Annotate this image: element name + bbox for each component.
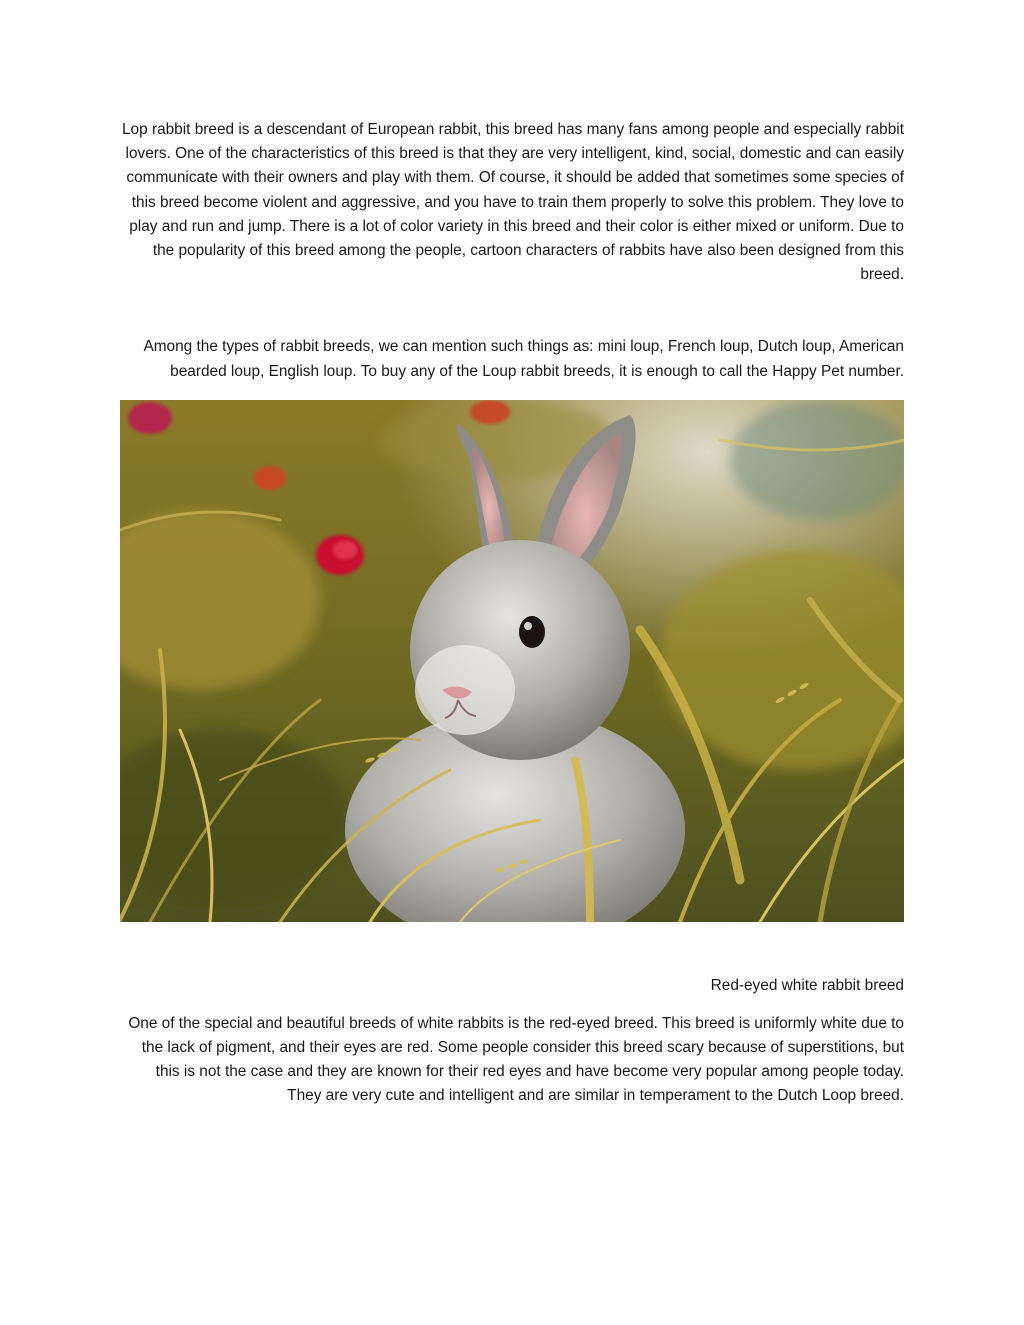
section-heading: Red-eyed white rabbit breed xyxy=(710,976,904,994)
breed-types-paragraph: Among the types of rabbit breeds, we can mention such things as: mini loup, French loup, Dutch loup, American bearded loup, English loup. To buy any of the Loup rabbit breeds, it is enough to call the Happy Pet number. xyxy=(143,338,904,380)
red-eyed-paragraph: One of the special and beautiful breeds of white rabbits is the red-eyed breed. This breed is uniformly white due to the lack of pigment, and their eyes are red. Some people consider this breed scary because of superstitions, but this is not the case and they are known for their red eyes and have become very popular among people today. They are very cute and intelligent and are similar in temperament to the Dutch Loop breed. xyxy=(128,1014,904,1105)
intro-paragraph: Lop rabbit breed is a descendant of European rabbit, this breed has many fans among people and especially rabbit lovers. One of the characteristics of this breed is that they are very intelligent, kind, social, domestic and can easily communicate with their owners and play with them. Of course, it should be added that sometimes some species of this breed become violent and aggressive, and you have to train them properly to solve this problem. They love to play and run and jump. There is a lot of color variety in this breed and their color is either mixed or uniform. Due to the popularity of this breed among the people, cartoon characters of rabbits have also been designed from this breed. xyxy=(121,121,904,284)
rabbit-photo xyxy=(120,400,904,922)
document-page xyxy=(120,118,904,1109)
